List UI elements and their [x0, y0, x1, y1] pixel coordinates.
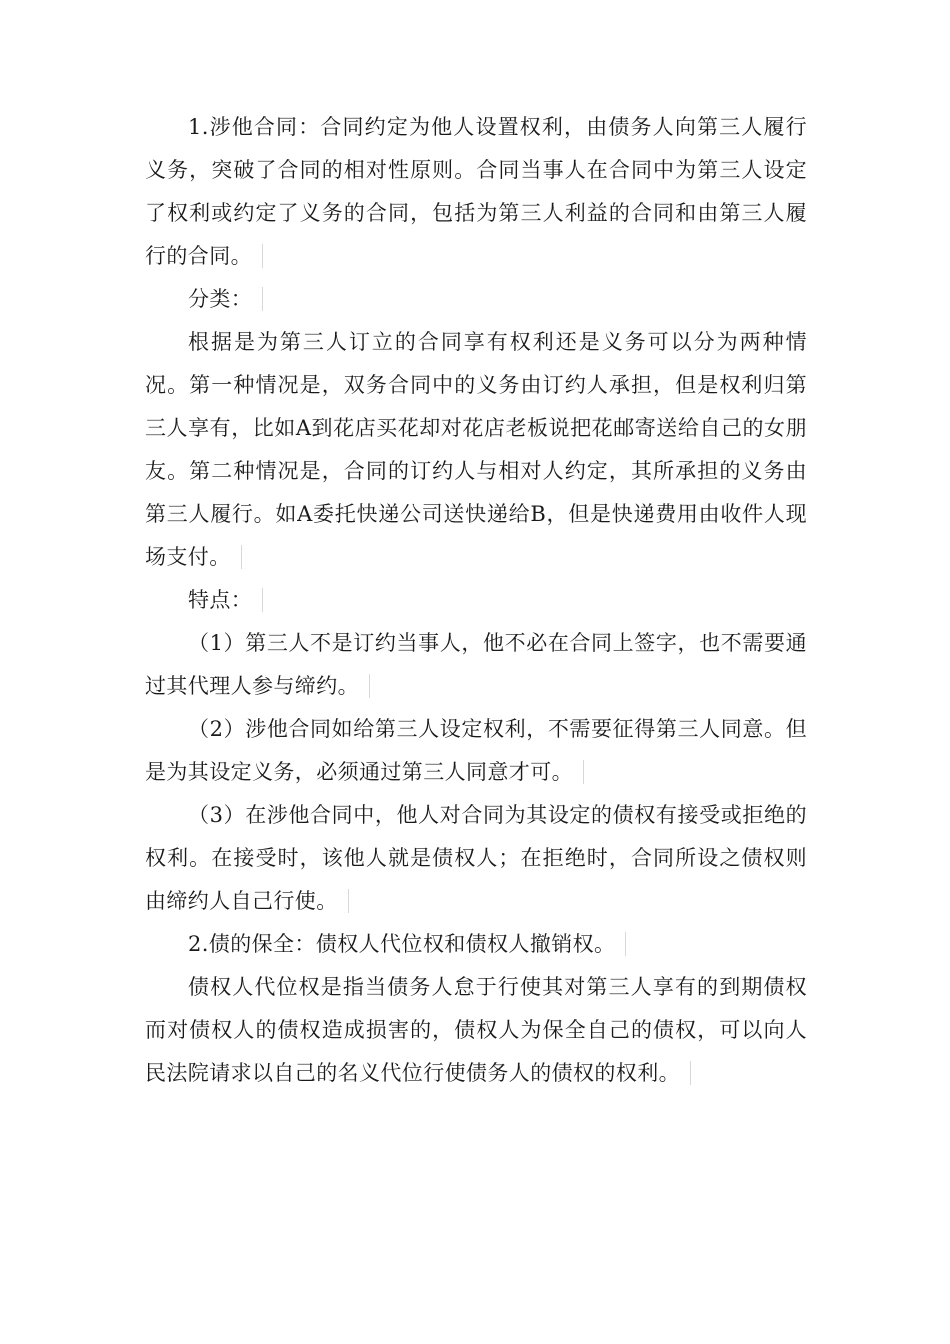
paragraph-text: （2）涉他合同如给第三人设定权利，不需要征得第三人同意。但是为其设定义务，必须通过第三人同意才可。: [145, 717, 807, 784]
document-body: [145, 106, 807, 1095]
paragraph-classification-heading: [145, 278, 807, 321]
paragraph-classification-body: [145, 321, 807, 579]
paragraph-text: 根据是为第三人订立的合同享有权利还是义务可以分为两种情况。第一种情况是，双务合同中的义务由订约人承担，但是权利归第三人享有，比如A到花店买花却对花店老板说把花邮寄送给自己的女朋友。第二种情况是，合同的订约人与相对人约定，其所承担的义务由第三人履行。如A委托快递公司送快递给B，但是快递费用由收件人现场支付。: [145, 330, 807, 569]
paragraph-feature-1: [145, 622, 807, 708]
paragraph-text: 特点：: [188, 588, 263, 612]
paragraph-text: 债权人代位权是指当债务人怠于行使其对第三人享有的到期债权而对债权人的债权造成损害的，债权人为保全自己的债权，可以向人民法院请求以自己的名义代位行使债务人的债权的权利。: [145, 975, 807, 1085]
paragraph-features-heading: [145, 579, 807, 622]
paragraph-text: 1.涉他合同：合同约定为他人设置权利，由债务人向第三人履行义务，突破了合同的相对性原则。合同当事人在合同中为第三人设定了权利或约定了义务的合同，包括为第三人利益的合同和由第三人履行的合同。: [145, 115, 807, 268]
paragraph-feature-2: [145, 708, 807, 794]
paragraph-debt-preservation: [145, 923, 807, 966]
paragraph-contract-third-party: [145, 106, 807, 278]
paragraph-feature-3: [145, 794, 807, 923]
paragraph-text: 2.债的保全：债权人代位权和债权人撤销权。: [188, 932, 626, 956]
paragraph-text: （1）第三人不是订约当事人，他不必在合同上签字，也不需要通过其代理人参与缔约。: [145, 631, 807, 698]
paragraph-subrogation-right: [145, 966, 807, 1095]
paragraph-text: （3）在涉他合同中，他人对合同为其设定的债权有接受或拒绝的权利。在接受时，该他人就是债权人；在拒绝时，合同所设之债权则由缔约人自己行使。: [145, 803, 807, 913]
paragraph-text: 分类：: [188, 287, 263, 311]
